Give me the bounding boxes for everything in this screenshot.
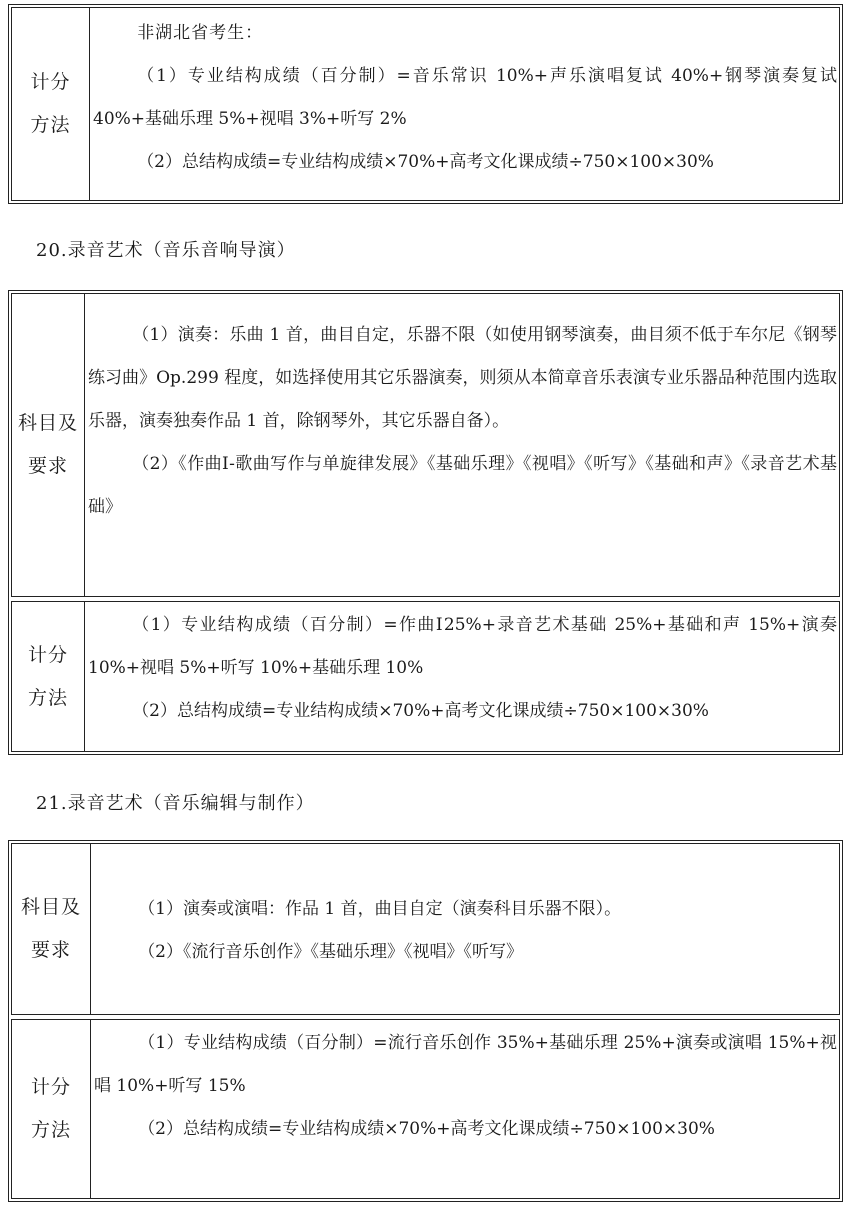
scoring-formula-1: （1）专业结构成绩（百分制）=音乐常识 10%+声乐演唱复试 40%+钢琴演奏复试 40%+基础乐理 5%+视唱 3%+听写 2% xyxy=(93,66,837,129)
scoring-row xyxy=(11,1019,840,1199)
scoring-label: 计分 方法 xyxy=(11,601,85,752)
subjects-requirement-1: （1）演奏：乐曲 1 首，曲目自定，乐器不限（如使用钢琴演奏，曲目须不低于车尔尼《钢琴练习曲》Op.299 程度，如选择使用其它乐器演奏，则须从本简章音乐表演专业乐器品种范围内选取乐器，演奏独奏作品 1 首，除钢琴外，其它乐器自备）。 xyxy=(88,325,837,431)
scoring-formula-1: （1）专业结构成绩（百分制）=作曲Ⅰ25%+录音艺术基础 25%+基础和声 15%+演奏 10%+视唱 5%+听写 10%+基础乐理 10% xyxy=(88,615,837,678)
section-21-table xyxy=(8,840,843,1202)
scoring-row xyxy=(11,7,840,201)
scoring-table-non-hubei xyxy=(8,4,843,204)
scoring-content xyxy=(91,1019,840,1199)
scoring-formula-2: （2）总结构成绩=专业结构成绩×70%+高考文化课成绩÷750×100×30% xyxy=(137,152,714,172)
subjects-requirement-2: （2）《流行音乐创作》《基础乐理》《视唱》《听写》 xyxy=(138,942,524,962)
scoring-formula-2: （2）总结构成绩=专业结构成绩×70%+高考文化课成绩÷750×100×30% xyxy=(132,701,709,721)
subjects-row xyxy=(11,293,840,597)
scoring-content xyxy=(90,7,840,201)
subjects-requirement-2: （2）《作曲Ⅰ-歌曲写作与单旋律发展》《基础乐理》《视唱》《听写》《基础和声》《录音艺术基础》 xyxy=(88,454,837,517)
subjects-content xyxy=(85,293,840,597)
section-20-table xyxy=(8,290,843,755)
scoring-label: 计分 方法 xyxy=(11,7,90,201)
subjects-label: 科目及 要求 xyxy=(11,843,91,1015)
subjects-row xyxy=(11,843,840,1015)
section-21-heading: 21.录音艺术（音乐编辑与制作） xyxy=(36,793,315,814)
subjects-content xyxy=(91,843,840,1015)
section-20-heading: 20.录音艺术（音乐音响导演） xyxy=(36,240,296,261)
scoring-label: 计分 方法 xyxy=(11,1019,91,1199)
scoring-formula-2: （2）总结构成绩=专业结构成绩×70%+高考文化课成绩÷750×100×30% xyxy=(138,1119,715,1139)
scoring-row xyxy=(11,601,840,752)
subjects-label: 科目及 要求 xyxy=(11,293,85,597)
scoring-content xyxy=(85,601,840,752)
scoring-formula-1: （1）专业结构成绩（百分制）=流行音乐创作 35%+基础乐理 25%+演奏或演唱 15%+视唱 10%+听写 15% xyxy=(94,1033,837,1096)
subjects-requirement-1: （1）演奏或演唱：作品 1 首，曲目自定（演奏科目乐器不限）。 xyxy=(138,899,622,919)
non-hubei-title: 非湖北省考生： xyxy=(137,23,264,43)
